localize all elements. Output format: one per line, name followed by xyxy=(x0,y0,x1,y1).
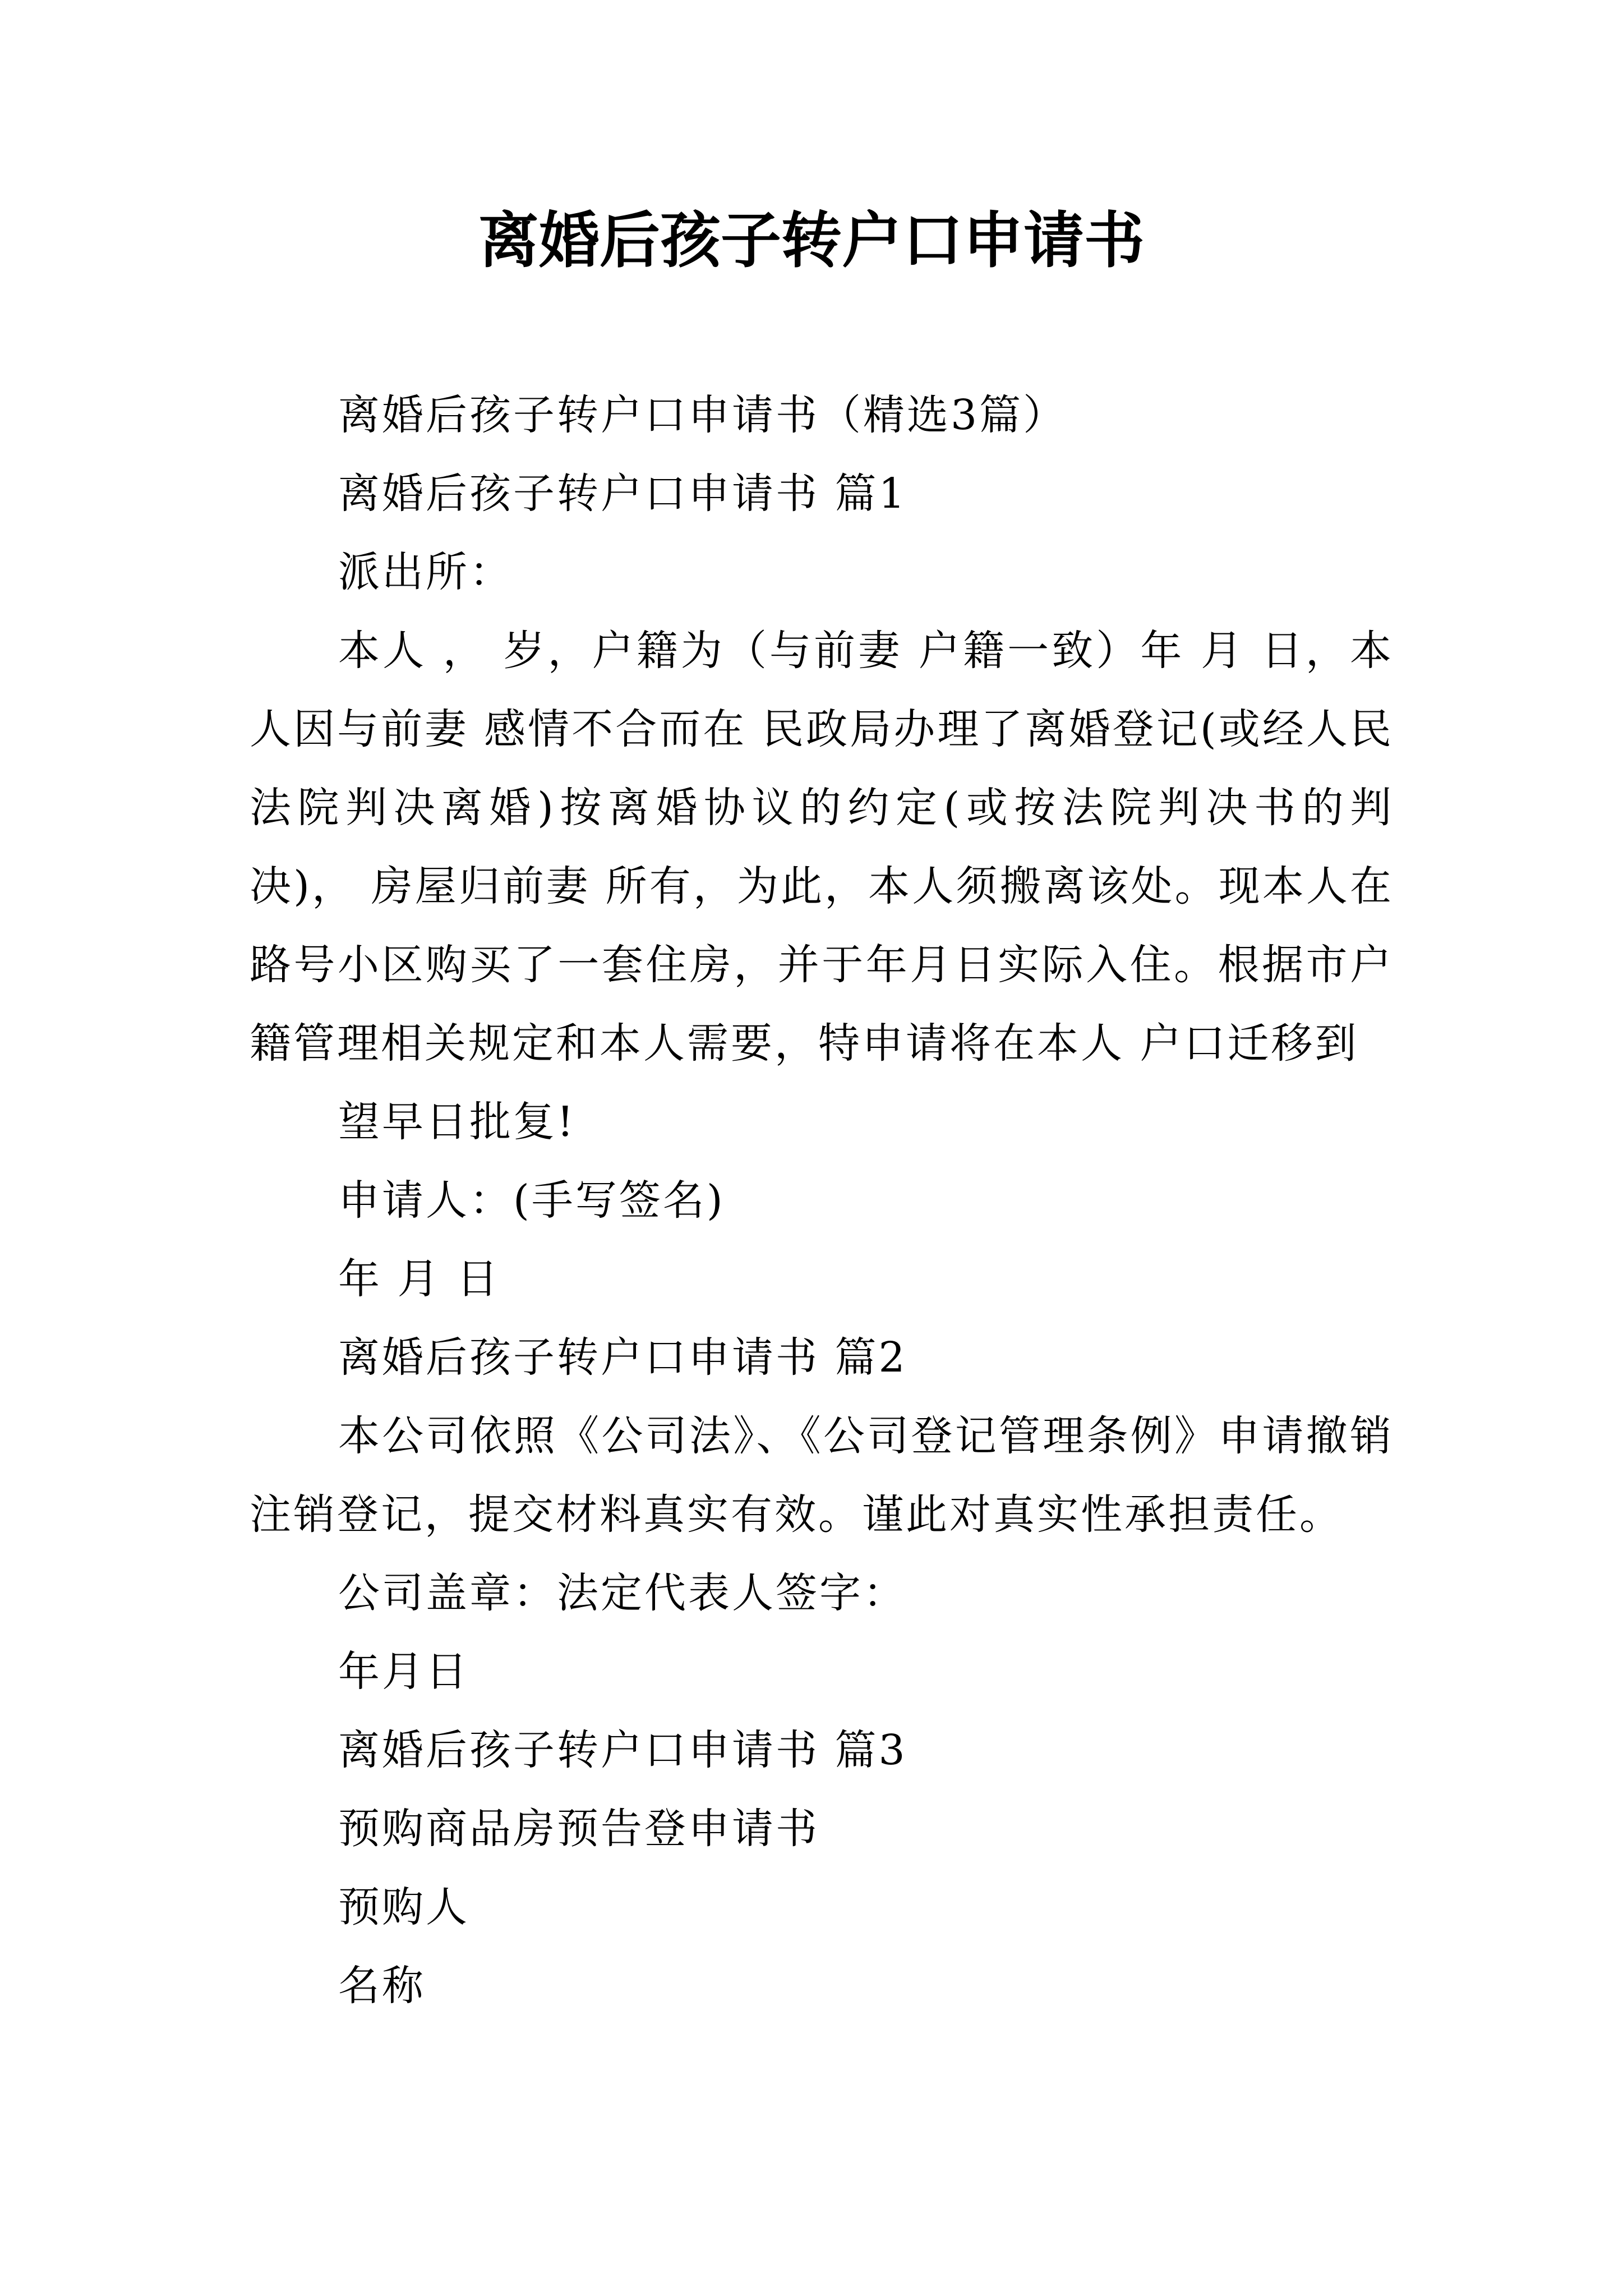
date-line: 年月日 xyxy=(338,1648,469,1696)
section-heading-3: 离婚后孩子转户口申请书 篇3 xyxy=(338,1726,907,1774)
subtitle: 离婚后孩子转户口申请书（精选3篇） xyxy=(338,391,1067,439)
form-label-buyer: 预购人 xyxy=(338,1883,469,1931)
closing-request: 望早日批复! xyxy=(338,1098,576,1146)
company-seal-line: 公司盖章：法定代表人签字： xyxy=(338,1569,907,1617)
applicant-signature-line: 申请人：(手写签名) xyxy=(338,1176,725,1225)
document-title: 离婚后孩子转户口申请书 xyxy=(478,206,1145,276)
date-line: 年 月 日 xyxy=(338,1255,501,1303)
body-paragraph: 本人 ， 岁，户籍为（与前妻 户籍一致）年 月 日，本人因与前妻 感情不合而在 民政局办理了离婚登记(或经人民法院判决离婚)按离婚协议的约定(或按法院判决书的判决)， 房屋归前妻 所有，为此，本人须搬离该处。现本人在路号小区购买了一套住房，并于年月日实际入住。根据市户籍管理相关规定和本人需要，特申请将在本人 户口迁移到 xyxy=(250,627,1394,1068)
section-heading-2: 离婚后孩子转户口申请书 篇2 xyxy=(338,1333,907,1382)
section-heading-1: 离婚后孩子转户口申请书 篇1 xyxy=(338,470,907,518)
body-paragraph: 本公司依照《公司法》、《公司登记管理条例》申请撤销注销登记，提交材料真实有效。谨此对真实性承担责任。 xyxy=(250,1412,1394,1539)
addressee: 派出所： xyxy=(338,548,513,596)
form-label-name: 名称 xyxy=(338,1962,426,2010)
document-body xyxy=(250,376,1394,2025)
form-title: 预购商品房预告登申请书 xyxy=(338,1805,819,1853)
